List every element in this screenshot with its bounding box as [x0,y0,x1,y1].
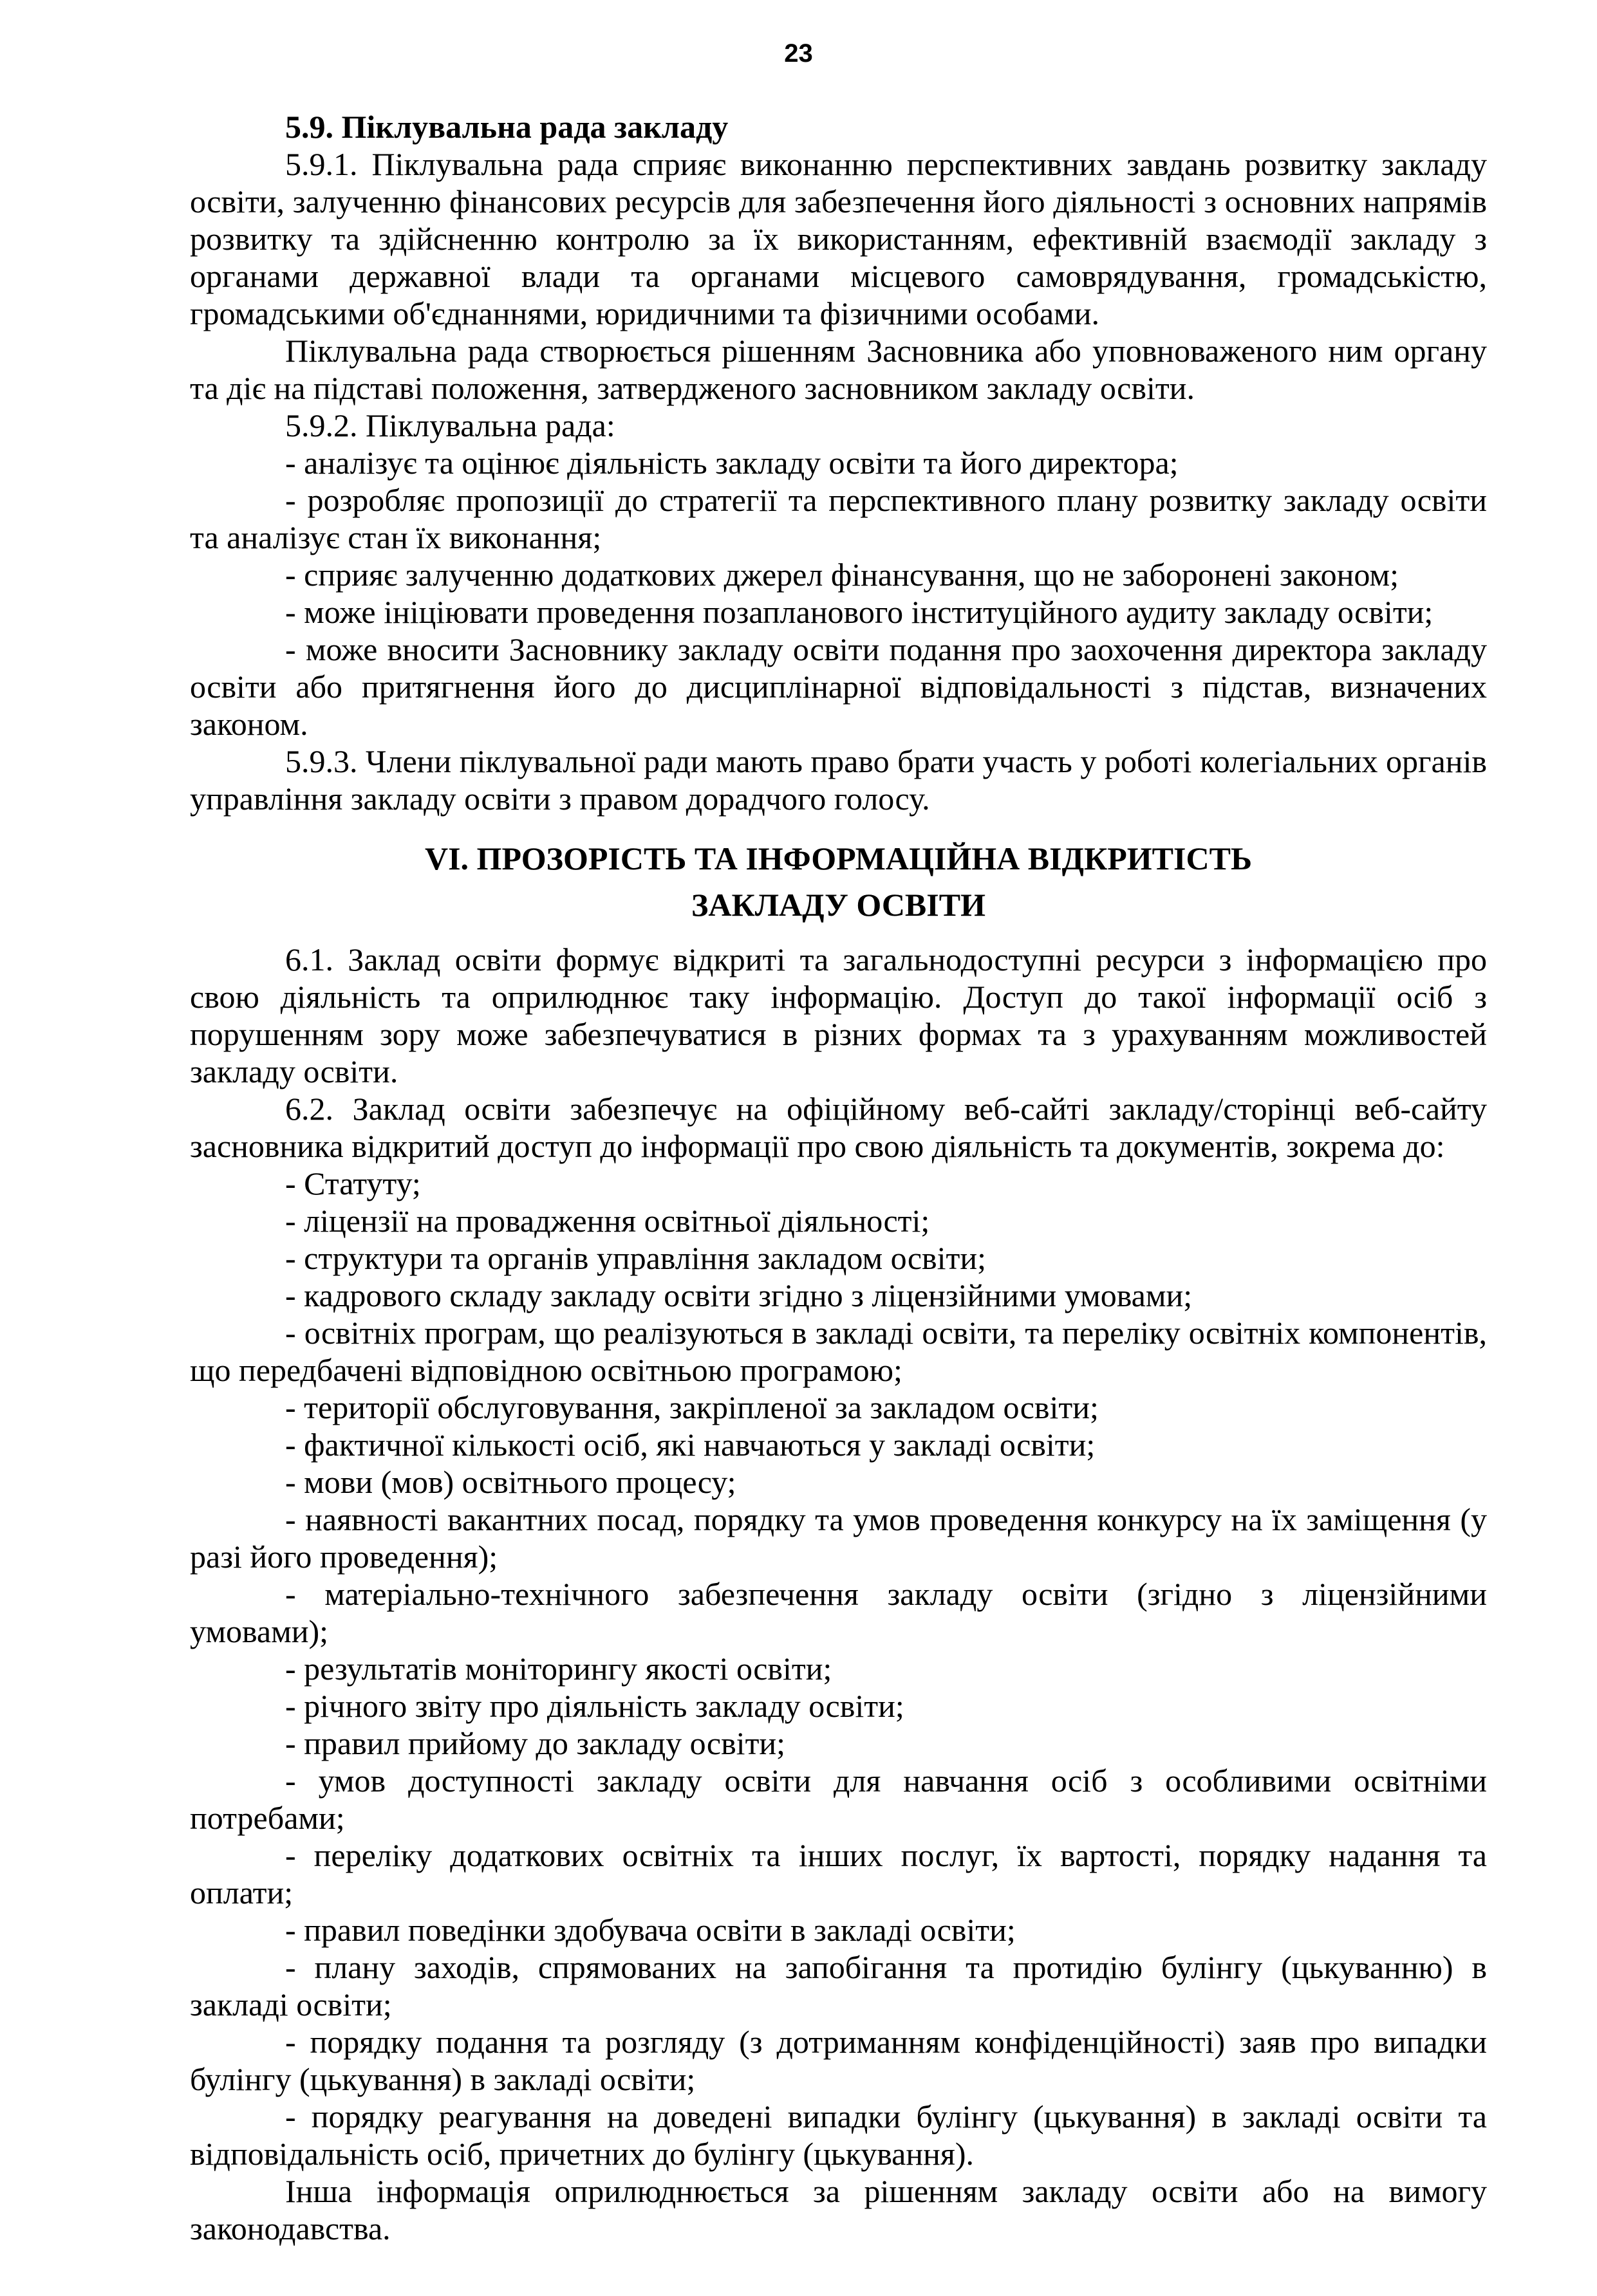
list-item-6-2: - правил поведінки здобувача освіти в закладі освіти; [285,1912,1016,1948]
paragraph-5-9-1: 5.9.1. Піклувальна рада сприяє виконанню перспективних завдань розвитку закладу освіти, залученню фінансових ресурсів для забезпечення його діяльності з основних напрямів розвитку та здійсненню контролю за їх використанням, ефективній взаємодії закладу з органами державної влади та органами місцевого самоврядування, громадськістю, громадськими об'єднаннями, юридичними та фізичними особами. [190,146,1487,331]
section-6-heading-line1: VI. ПРОЗОРІСТЬ ТА ІНФОРМАЦІЙНА ВІДКРИТІСТЬ [424,840,1252,876]
list-item-6-2: - фактичної кількості осіб, які навчаються у закладі освіти; [285,1427,1096,1463]
list-item-5-9-2: - аналізує та оцінює діяльність закладу освіти та його директора; [285,445,1179,481]
list-item-6-2: - порядку реагування на доведені випадки булінгу (цькування) в закладі освіти та відповідальність осіб, причетних до булінгу (цькування). [190,2098,1487,2172]
list-item-6-2: - ліцензії на провадження освітньої діяльності; [285,1203,930,1239]
list-item-6-2: - Статуту; [285,1165,421,1201]
paragraph-5-9-2: 5.9.2. Піклувальна рада: [285,407,615,443]
page-number: 23 [784,39,813,68]
page-content [190,108,1487,2247]
list-item-6-2: - мови (мов) освітнього процесу; [285,1464,736,1500]
list-item-6-2: - структури та органів управління закладом освіти; [285,1240,987,1276]
list-item-6-2: - порядку подання та розгляду (з дотриманням конфіденційності) заяв про випадки булінгу (цькування) в закладі освіти; [190,2024,1487,2097]
list-item-5-9-2: - може ініціювати проведення позапланового інституційного аудиту закладу освіти; [285,594,1434,630]
list-item-6-2: - річного звіту про діяльність закладу освіти; [285,1688,904,1724]
section-6-heading [190,835,1487,928]
list-item-6-2: - плану заходів, спрямованих на запобігання та протидію булінгу (цькуванню) в закладі освіти; [190,1949,1487,2023]
list-item-6-2: - матеріально-технічного забезпечення закладу освіти (згідно з ліцензійними умовами); [190,1576,1487,1649]
paragraph-other-information: Інша інформація оприлюднюється за рішенням закладу освіти або на вимогу законодавства. [190,2173,1487,2246]
paragraph-6-1: 6.1. Заклад освіти формує відкриті та загальнодоступні ресурси з інформацією про свою діяльність та оприлюднює таку інформацію. Доступ до такої інформації осіб з порушенням зору може забезпечуватися в різних формах та з урахуванням можливостей закладу освіти. [190,941,1487,1089]
section-6-heading-line2: ЗАКЛАДУ ОСВІТИ [691,887,985,923]
list-item-6-2: - території обслуговування, закріпленої за закладом освіти; [285,1389,1099,1425]
list-item-6-2: - правил прийому до закладу освіти; [285,1725,786,1761]
list-item-6-2: - переліку додаткових освітніх та інших послуг, їх вартості, порядку надання та оплати; [190,1837,1487,1911]
list-item-6-2: - умов доступності закладу освіти для навчання осіб з особливими освітніми потребами; [190,1763,1487,1836]
list-item-5-9-2: - може вносити Засновнику закладу освіти подання про заохочення директора закладу освіти або притягнення його до дисциплінарної відповідальності з підстав, визначених законом. [190,631,1487,742]
document-page [0,39,1597,2296]
list-item-6-2: - наявності вакантних посад, порядку та умов проведення конкурсу на їх заміщення (у разі його проведення); [190,1501,1487,1575]
paragraph-trustee-board-creation: Піклувальна рада створюється рішенням Засновника або уповноваженого ним органу та діє на підставі положення, затвердженого засновником закладу освіти. [190,333,1487,406]
section-5-9-heading: 5.9. Піклувальна рада закладу [285,109,729,145]
list-item-5-9-2: - розробляє пропозиції до стратегії та перспективного плану розвитку закладу освіти та аналізує стан їх виконання; [190,482,1487,555]
paragraph-5-9-3: 5.9.3. Члени піклувальної ради мають право брати участь у роботі колегіальних органів управління закладу освіти з правом дорадчого голосу. [190,743,1487,817]
paragraph-6-2: 6.2. Заклад освіти забезпечує на офіційному веб-сайті закладу/сторінці веб-сайту засновника відкритий доступ до інформації про свою діяльність та документів, зокрема до: [190,1091,1487,1164]
list-item-6-2: - освітніх програм, що реалізуються в закладі освіти, та переліку освітніх компонентів, що передбачені відповідною освітньою програмою; [190,1315,1487,1388]
list-item-5-9-2: - сприяє залученню додаткових джерел фінансування, що не заборонені законом; [285,557,1399,593]
list-item-6-2: - результатів моніторингу якості освіти; [285,1651,832,1687]
list-item-6-2: - кадрового складу закладу освіти згідно з ліцензійними умовами; [285,1277,1193,1313]
